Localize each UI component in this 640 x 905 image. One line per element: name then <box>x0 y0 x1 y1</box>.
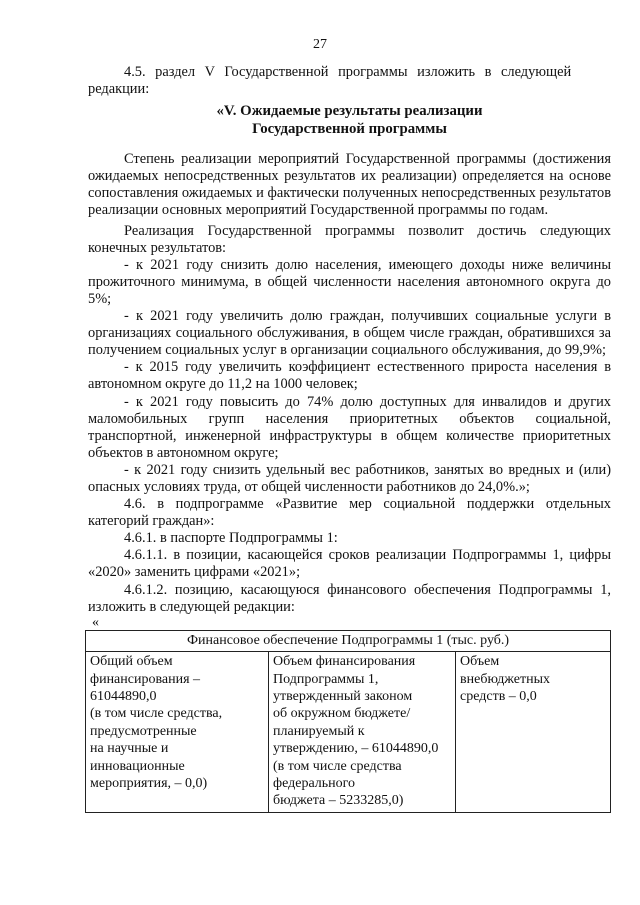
cell-line: предусмотренные <box>90 723 197 739</box>
cell-line: бюджета – 5233285,0) <box>273 793 404 809</box>
cell-line: Объем финансирования <box>273 654 416 670</box>
cell-line: Общий объем <box>90 654 173 670</box>
intro-line-cont: редакции: <box>88 81 150 98</box>
result-item-labor-conditions: - к 2021 году снизить удельный вес работников, занятых во вредных и (или) опасных условиях труда, от общей численности работников до 24,0%.»; <box>88 461 611 495</box>
cell-line: планируемый к <box>273 723 365 739</box>
finance-table <box>85 630 611 813</box>
cell-line: финансирования – <box>90 671 201 687</box>
intro-line: 4.5. раздел V Государственной программы изложить в следующей <box>124 64 572 80</box>
result-item-poverty: - к 2021 году снизить долю населения, имеющего доходы ниже величины прожиточного минимума, в общей численности населения автономного округа до 5%; <box>88 256 611 307</box>
section-heading-line2: Государственной программы <box>252 121 447 138</box>
finance-cell-total <box>86 652 269 813</box>
cell-line: средств – 0,0 <box>460 688 537 704</box>
result-item-population-growth: - к 2015 году увеличить коэффициент естественного прироста населения в автономном округе до 11,2 на 1000 человек; <box>88 359 611 393</box>
finance-table-header: Финансовое обеспечение Подпрограммы 1 (тыс. руб.) <box>86 630 611 651</box>
document-body <box>88 64 611 813</box>
result-item-social-services: - к 2021 году увеличить долю граждан, получивших социальные услуги в организациях социального обслуживания, в общем числе граждан, обратившихся за получением социальных услуг в организации социального обслуживания, до 99,9%; <box>88 308 611 359</box>
cell-line: об окружном бюджете/ <box>273 706 411 722</box>
paragraph-subprogram: 4.6. в подпрограмме «Развитие мер социальной поддержки отдельных категорий граждан»: <box>88 496 611 530</box>
finance-cell-extrabudget <box>456 652 611 813</box>
cell-line: утверждению, – 61044890,0 <box>273 741 439 757</box>
cell-line: утвержденный законом <box>273 688 413 704</box>
paragraph-financing: 4.6.1.2. позицию, касающуюся финансового обеспечения Подпрограммы 1, изложить в следующей редакции: <box>88 581 611 615</box>
section-heading-line1: «V. Ожидаемые результаты реализации <box>216 103 483 120</box>
paragraph-criteria: Степень реализации мероприятий Государственной программы (достижения ожидаемых непосредственных результатов их реализации) определяется на основе сопоставления ожидаемых и фактически полученных непосредственных результатов реализации основных мероприятий Государственной программы по годам. <box>88 151 611 219</box>
cell-line: мероприятия, – 0,0) <box>90 775 208 791</box>
cell-line: инновационные <box>90 758 185 774</box>
cell-line: внебюджетных <box>460 671 551 687</box>
paragraph-passport: 4.6.1. в паспорте Подпрограммы 1: <box>124 530 338 547</box>
cell-line: на научные и <box>90 741 169 757</box>
cell-line: (в том числе средства <box>273 758 402 774</box>
cell-line: (в том числе средства, <box>90 706 223 722</box>
paragraph-results-intro: Реализация Государственной программы позволит достичь следующих конечных результатов: <box>88 222 611 256</box>
cell-line: федерального <box>273 775 356 791</box>
finance-cell-budget <box>269 652 456 813</box>
result-item-accessibility: - к 2021 году повысить до 74% долю доступных для инвалидов и других маломобильных групп населения приоритетных объектов социальной, транспортной, инженерной инфраструктуры в общем количестве приоритетных объектов в автономном округе; <box>88 393 611 461</box>
page-number: 27 <box>313 37 327 52</box>
cell-line: Объем <box>460 654 500 670</box>
paragraph-timeframe: 4.6.1.1. в позиции, касающейся сроков реализации Подпрограммы 1, цифры «2020» заменить цифрами «2021»; <box>88 547 611 581</box>
opening-quote: « <box>92 614 99 630</box>
cell-line: Подпрограммы 1, <box>273 671 379 687</box>
cell-line: 61044890,0 <box>90 688 157 704</box>
